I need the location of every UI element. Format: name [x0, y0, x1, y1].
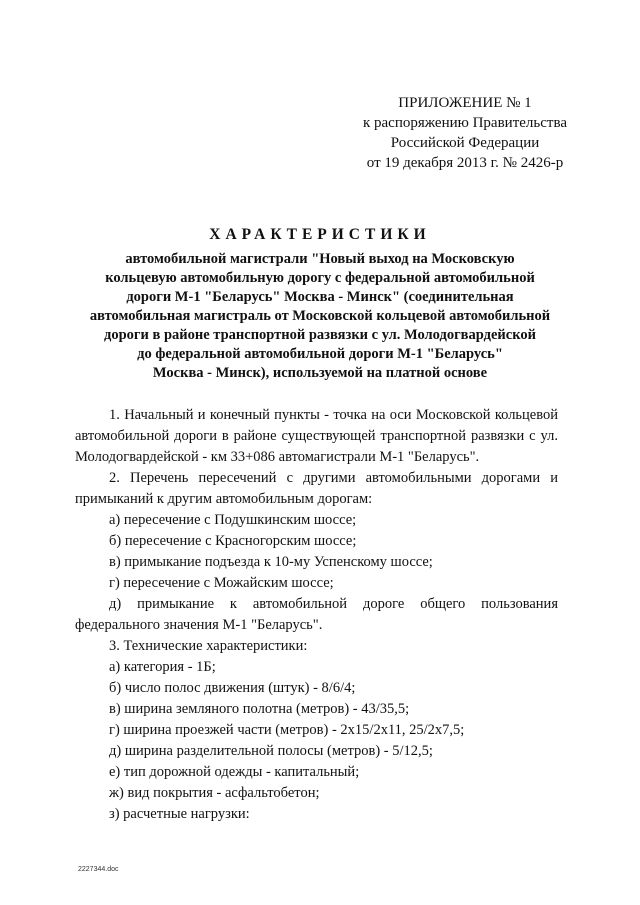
subtitle-line: кольцевую автомобильную дорогу с федеральной автомобильной — [105, 270, 535, 286]
list-item: д) ширина разделительной полосы (метров) - 5/12,5; — [109, 743, 433, 759]
list-item: г) пересечение с Можайским шоссе; — [109, 575, 334, 591]
subtitle-line: автомобильной магистрали "Новый выход на Московскую — [125, 251, 515, 267]
subtitle-line: до федеральной автомобильной дороги М-1 "Беларусь" — [137, 346, 503, 362]
document-subtitle — [60, 250, 580, 383]
list-item: в) примыкание подъезда к 10-му Успенскому шоссе; — [109, 554, 433, 570]
list-item: з) расчетные нагрузки: — [109, 806, 250, 822]
subtitle-line: дороги в районе транспортной развязки с ул. Молодогвардейской — [104, 327, 536, 343]
subtitle-line: автомобильная магистраль от Московской кольцевой автомобильной — [89, 308, 551, 324]
list-item: ж) вид покрытия - асфальтобетон; — [109, 785, 320, 801]
list-item: а) пересечение с Подушкинским шоссе; — [109, 512, 357, 528]
list-item: г) ширина проезжей части (метров) - 2х15/2х11, 25/2х7,5; — [109, 722, 465, 738]
file-name-footer: 2227344.doc — [78, 866, 119, 873]
paragraph-endpoints: 1. Начальный и конечный пункты - точка на оси Московской кольцевой автомобильной дороги в районе существующей транспортной развязки с ул. Молодогвардейской - км 33+086 автомагистрали М-1 "Беларусь". — [75, 407, 558, 465]
paragraph-technical: 3. Технические характеристики: — [109, 638, 308, 654]
list-item: д) примыкание к автомобильной дороге общего пользования федерального значения М-1 "Беларусь". — [75, 596, 558, 633]
paragraph-intersections: 2. Перечень пересечений с другими автомобильными дорогами и примыканий к другим автомобильным дорогам: — [75, 470, 558, 507]
document-title: ХАРАКТЕРИСТИКИ — [209, 226, 431, 243]
list-item: в) ширина земляного полотна (метров) - 43/35,5; — [109, 701, 410, 717]
document-body — [75, 405, 558, 825]
appendix-header — [340, 93, 590, 173]
list-item: б) число полос движения (штук) - 8/6/4; — [109, 680, 356, 696]
subtitle-line: дороги М-1 "Беларусь" Москва - Минск" (соединительная — [126, 289, 514, 305]
appendix-reference: к распоряжению Правительства — [362, 115, 567, 131]
appendix-date: от 19 декабря 2013 г. № 2426-р — [366, 155, 564, 171]
appendix-number: ПРИЛОЖЕНИЕ № 1 — [398, 95, 532, 111]
list-item: б) пересечение с Красногорским шоссе; — [109, 533, 357, 549]
list-item: а) категория - 1Б; — [109, 659, 216, 675]
subtitle-line: Москва - Минск), используемой на платной основе — [152, 365, 488, 381]
appendix-authority: Российской Федерации — [390, 135, 540, 151]
list-item: е) тип дорожной одежды - капитальный; — [109, 764, 360, 780]
